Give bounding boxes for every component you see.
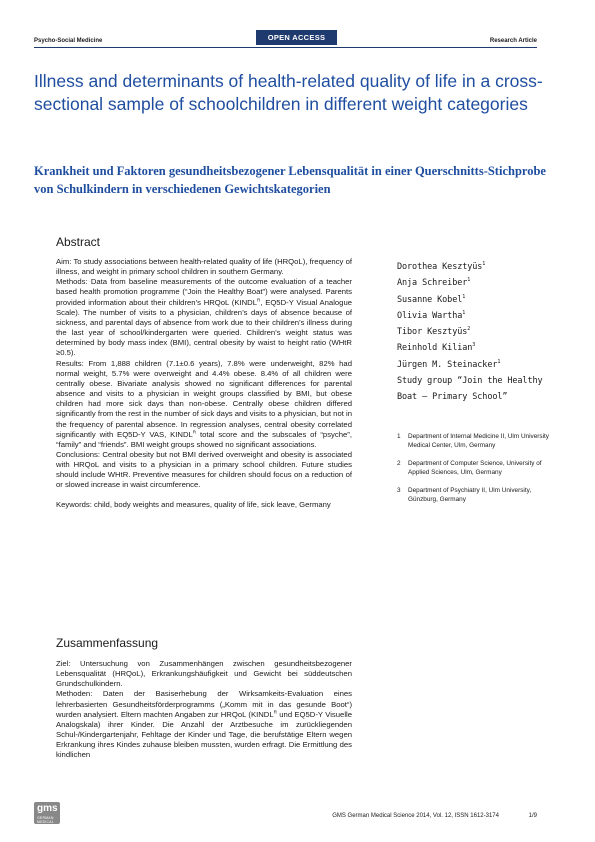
- author-name: Reinhold Kilian$^3$: [397, 342, 476, 354]
- page-number: 1/9: [528, 813, 537, 819]
- author-name: Jürgen M. Steinacker$^1$: [397, 358, 501, 370]
- author-name: Susanne Kobel$^1$: [397, 293, 466, 305]
- author-name: Anja Schreiber$^1$: [397, 277, 471, 289]
- page-footer: [332, 813, 537, 819]
- affiliation-item: 2 Department of Computer Science, University of Applied Sciences, Ulm, Germany: [397, 460, 542, 476]
- header-rule: [34, 47, 537, 48]
- abstract-heading: Abstract: [56, 235, 101, 249]
- open-access-badge: OPEN ACCESS: [256, 30, 337, 45]
- affiliation-list: [397, 432, 562, 513]
- article-subtitle-german: Krankheit und Faktoren gesundheitsbezogener Lebensqualität in einer Querschnitts-Stichprobe von Schulkindern in verschiedenen Gewichtskategorien: [34, 164, 546, 196]
- author-name: Olivia Wartha$^1$: [397, 310, 466, 321]
- abstract-aim: Aim: To study associations between health-related quality of life (HRQoL), frequency of illness, and weight in primary school children in southern Germany.: [56, 257, 352, 277]
- zusammenfassung-heading: Zusammenfassung: [56, 636, 159, 650]
- zusammenfassung-body: [56, 659, 352, 761]
- affiliation-item: 1 Department of Internal Medicine II, Ulm University Medical Center, Ulm, Germany: [397, 433, 549, 449]
- gms-logo: gms GERMAN MEDICAL SCIENCE: [34, 802, 60, 824]
- author-name: Dorothea Kesztyüs$^1$: [397, 261, 486, 272]
- zusammenfassung-ziel: Ziel: Untersuchung von Zusammenhängen zwischen gesundheitsbezogener Lebensqualität (HRQoL), Erkrankungshäufigkeit und Gewicht bei süddeutschen Grundschulkindern.: [56, 659, 352, 689]
- author-name: Tibor Kesztyüs$^2$: [397, 326, 471, 338]
- footer-citation: GMS German Medical Science 2014, Vol. 12, ISSN 1612-3174: [332, 813, 499, 819]
- author-list: [397, 259, 557, 406]
- abstract-keywords: Keywords: child, body weights and measures, quality of life, sick leave, Germany: [56, 499, 331, 509]
- abstract-results: Results: From 1,888 children (7.1±0.6 years), 7.8% were underweight, 82% had normal weight, 5.7% were overweight and 4.4% obese. 8.4% of all children were centrally obese. Bivariate analysis showed no significant differences for parental absence and visits to a physician in weight groups classified by BMI, but obese children had more sick days than non-obese. Centrally obese children differed significantly from the rest in the number of sick days and visits to a physician, but not in the frequency of parental absence. In regression analyses, central obesity correlated significantly with EQ5D-Y VAS, $KINDL^R$ total score and the subscales of “psyche”, “family” and “friends”. BMI weight groups showed no significant associations.: [56, 358, 352, 449]
- journal-name: Psycho-Social Medicine: [34, 38, 103, 44]
- article-type: Research Article: [489, 38, 537, 44]
- article-title: Illness and determinants of health-related quality of life in a cross-sectional sample of schoolchildren in different weight categories: [34, 71, 543, 114]
- zusammenfassung-methoden: Methoden: Daten der Basiserhebung der Wirksamkeits-Evaluation eines lehrerbasierten Gesundheitsförderprogramms („Komm mit in das gesunde Boot“) wurden analysiert. Eltern machten Angaben zur HRQoL ($KINDL^R$ und EQ5D-Y Visuelle Analogskala) ihrer Kinder. Die Anzahl der Arztbesuche im zurückliegenden Schul-/Kindergartenjahr, Fehltage der Kinder und Tage, die berufstätige Eltern wegen Erkrankung ihres Kindes zuhause bleiben mussten, wurden erfragt. Die Ermittlung des kindlichen: [56, 689, 353, 760]
- author-study-group: Study group “Join the Healthy Boat – Primary School”: [397, 376, 543, 403]
- abstract-conclusions: Conclusions: Central obesity but not BMI derived overweight and obesity is associated with HRQoL and visits to a physician in a primary school children. Future studies should include WHtR. Preventive measures for children should focus on a reduction of or slowed increase in waist circumference.: [56, 449, 352, 490]
- abstract-methods: Methods: Data from baseline measurements of the outcome evaluation of a teacher based health promotion programme (“Join the Healthy Boat”) were analysed. Parents provided information about their children’s HRQoL ($KINDL^R$, EQ5D-Y Visual Analogue Scale). The number of visits to a physician, children’s days of absence because of sickness, and parental days of absence from work due to their children’s illness during the last year of school/kindergarten were queried. Children’s weight status was determined by body mass index (BMI), central obesity by waist to height ratio (WHtR ≥0.5).: [56, 277, 352, 358]
- affiliation-item: 3 Department of Psychiatry II, Ulm University, Günzburg, Germany: [397, 487, 532, 503]
- abstract-body: [56, 257, 352, 510]
